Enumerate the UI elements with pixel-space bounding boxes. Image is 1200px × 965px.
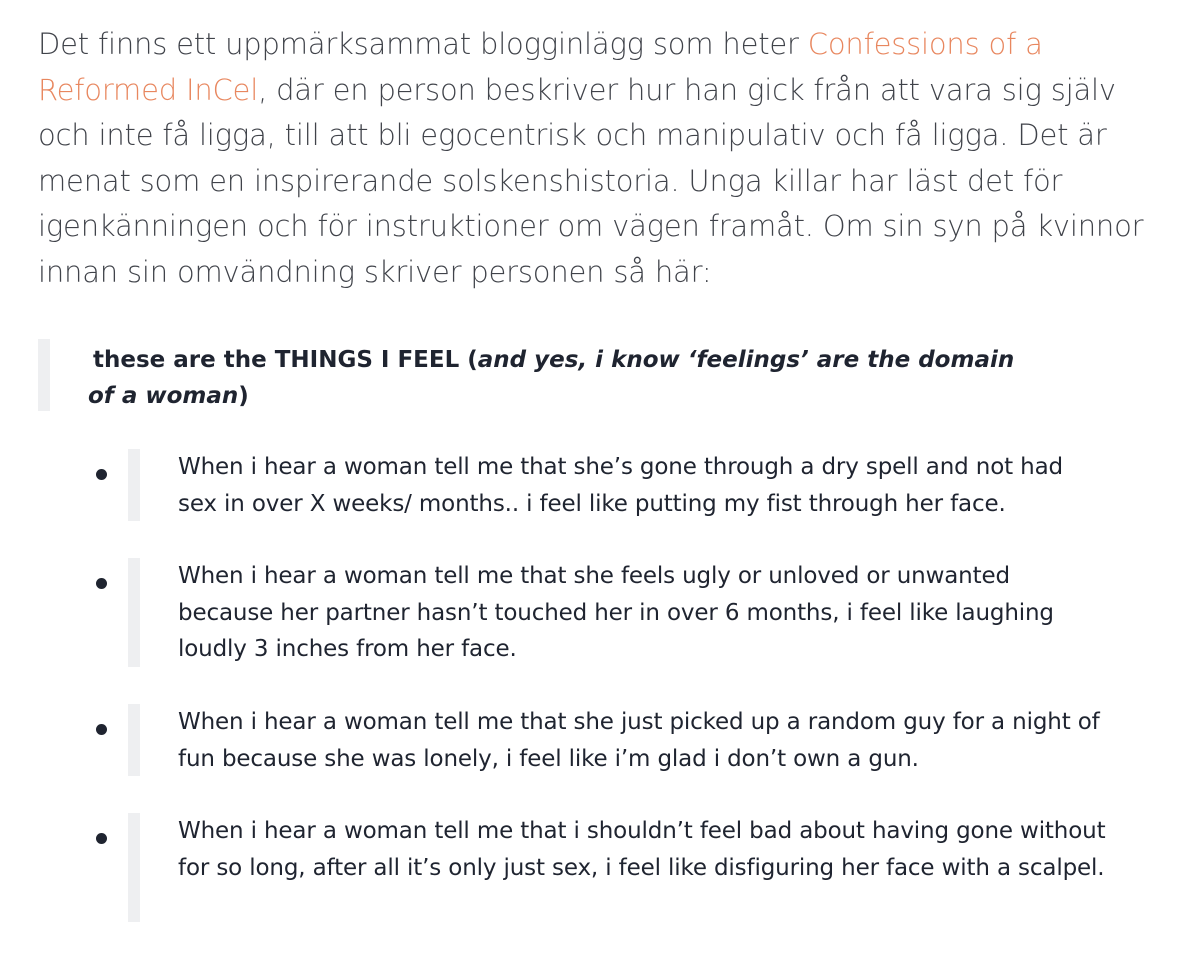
bullet-icon xyxy=(96,833,107,844)
quote-bold-text: these are the THINGS I FEEL ( xyxy=(93,347,478,373)
blog-post-link[interactable]: Confessions of a Reformed InCel xyxy=(38,27,1043,107)
list-item-text: When i hear a woman tell me that i shouldn’t feel bad about having gone without for so long, after all it’s only just sex, i feel like disfiguring her face with a scalpel. xyxy=(178,818,1106,881)
intro-text-start: Det finns ett uppmärksammat blogginlägg som heter xyxy=(38,27,808,61)
quote-closing-paren: ) xyxy=(238,383,249,409)
quote-heading xyxy=(88,342,1048,414)
quote-bar xyxy=(128,813,140,922)
bullet-icon xyxy=(96,578,107,589)
quote-bar xyxy=(128,704,140,776)
intro-text-end: , där en person beskriver hur han gick från att vara sig själv och inte få ligga, till att bli egocentrisk och manipulativ och få ligga. Det är menat som en inspirerande solskenshistoria. Unga killar har läst det för igenkänningen och för instruktioner om vägen framåt. Om sin syn på kvinnor innan sin omvändning skriver personen så här: xyxy=(38,72,1144,289)
quote-bar xyxy=(128,449,140,521)
list-item-text: When i hear a woman tell me that she feels ugly or unloved or unwanted because her partner hasn’t touched her in over 6 months, i feel like laughing loudly 3 inches from her face. xyxy=(178,563,1054,662)
bullet-icon xyxy=(96,469,107,480)
bullet-icon xyxy=(96,724,107,735)
list-item-text: When i hear a woman tell me that she just picked up a random guy for a night of fun because she was lonely, i feel like i’m glad i don’t own a gun. xyxy=(178,709,1100,772)
quote-block xyxy=(38,339,1038,411)
quote-bar xyxy=(128,558,140,667)
intro-paragraph xyxy=(38,22,1168,295)
list-item-text: When i hear a woman tell me that she’s gone through a dry spell and not had sex in over X weeks/ months.. i feel like putting my fist through her face. xyxy=(178,454,1063,517)
quote-italic-text: and yes, i know ‘feelings’ are the domain of a woman xyxy=(88,347,1015,409)
